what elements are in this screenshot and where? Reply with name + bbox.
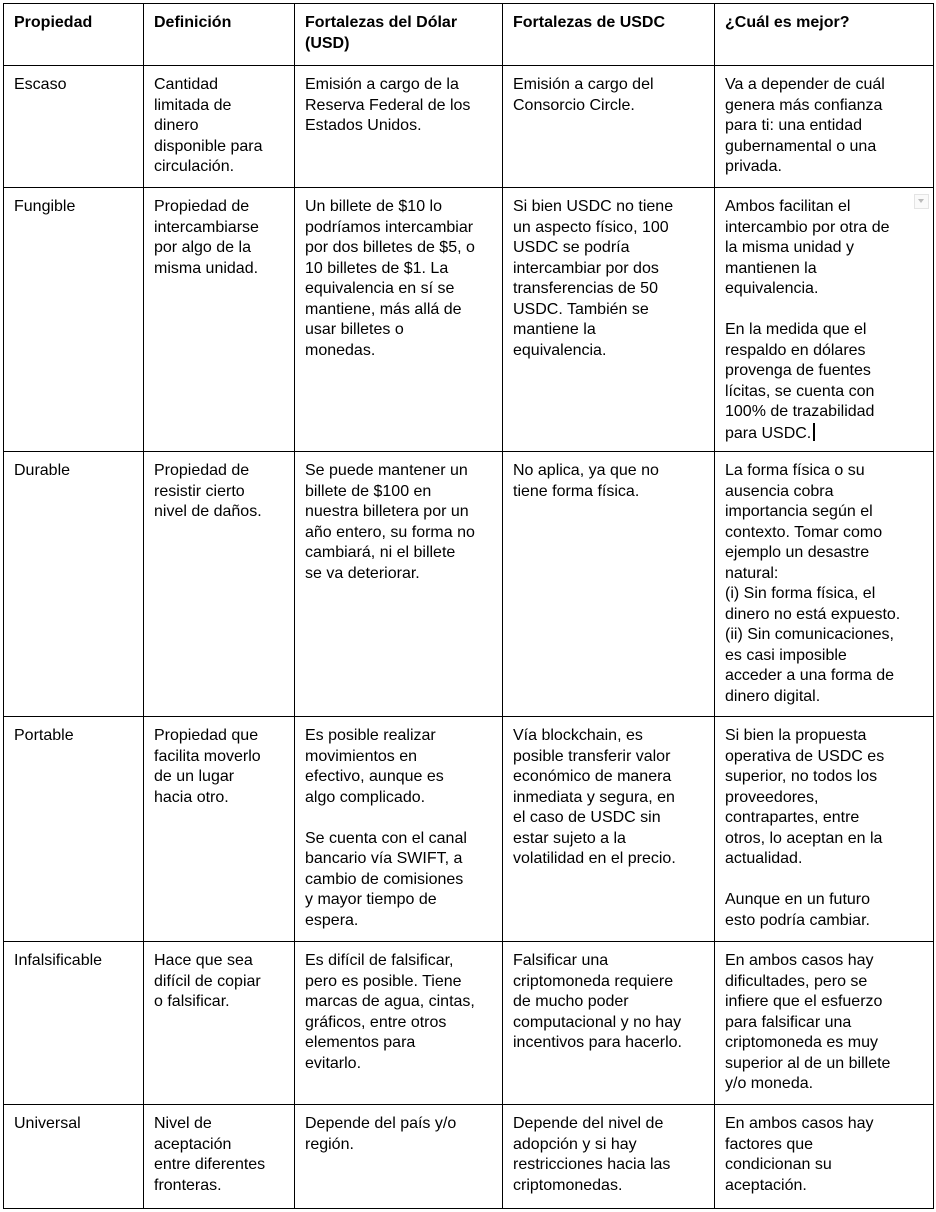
table-row: [4, 1105, 934, 1209]
table-cell[interactable]: Universal: [4, 1105, 144, 1209]
table-cell-active[interactable]: [715, 188, 934, 452]
table-row: [4, 452, 934, 717]
table-row: [4, 942, 934, 1105]
table-cell[interactable]: Fungible: [4, 188, 144, 452]
cell-text[interactable]: Ambos facilitan el intercambio por otra de la misma unidad y mantienen la equivalencia. En la medida que el respaldo en dólares provenga de fuentes lícitas, se cuenta con 100% de trazabilidad para USDC.: [725, 198, 890, 442]
header-cell[interactable]: ¿Cuál es mejor?: [715, 4, 934, 66]
table-cell[interactable]: Va a depender de cuál genera más confianza para ti: una entidad gubernamental o una privada.: [715, 66, 934, 188]
table-cell[interactable]: La forma física o su ausencia cobra importancia según el contexto. Tomar como ejemplo un desastre natural: (i) Sin forma física, el dinero no está expuesto. (ii) Sin comunicaciones, es casi imposible acceder a una forma de dinero digital.: [715, 452, 934, 717]
table-cell[interactable]: Emisión a cargo de la Reserva Federal de los Estados Unidos.: [295, 66, 503, 188]
table-cell[interactable]: Es difícil de falsificar, pero es posible. Tiene marcas de agua, cintas, gráficos, entre otros elementos para evitarlo.: [295, 942, 503, 1105]
header-cell[interactable]: Fortalezas del Dólar (USD): [295, 4, 503, 66]
table-cell[interactable]: Escaso: [4, 66, 144, 188]
table-cell[interactable]: Si bien la propuesta operativa de USDC es superior, no todos los proveedores, contrapartes, entre otros, lo aceptan en la actualidad. Aunque en un futuro esto podría cambiar.: [715, 717, 934, 942]
table-cell[interactable]: En ambos casos hay dificultades, pero se infiere que el esfuerzo para falsificar una criptomoneda es muy superior al de un billete y/o moneda.: [715, 942, 934, 1105]
table-cell[interactable]: Cantidad limitada de dinero disponible para circulación.: [144, 66, 295, 188]
table-row: [4, 66, 934, 188]
comparison-table: [3, 3, 934, 1209]
table-row: [4, 717, 934, 942]
table-cell[interactable]: Nivel de aceptación entre diferentes fronteras.: [144, 1105, 295, 1209]
table-cell[interactable]: Hace que sea difícil de copiar o falsificar.: [144, 942, 295, 1105]
table-cell[interactable]: Propiedad que facilita moverlo de un lugar hacia otro.: [144, 717, 295, 942]
table-cell[interactable]: Emisión a cargo del Consorcio Circle.: [503, 66, 715, 188]
table-cell[interactable]: Propiedad de intercambiarse por algo de la misma unidad.: [144, 188, 295, 452]
table-cell[interactable]: Vía blockchain, es posible transferir valor económico de manera inmediata y segura, en el caso de USDC sin estar sujeto a la volatilidad en el precio.: [503, 717, 715, 942]
table-cell[interactable]: Falsificar una criptomoneda requiere de mucho poder computacional y no hay incentivos para hacerlo.: [503, 942, 715, 1105]
table-cell[interactable]: Infalsificable: [4, 942, 144, 1105]
table-cell[interactable]: Propiedad de resistir cierto nivel de daños.: [144, 452, 295, 717]
table-header-row: [4, 4, 934, 66]
table-cell[interactable]: Depende del nivel de adopción y si hay restricciones hacia las criptomonedas.: [503, 1105, 715, 1209]
table-cell[interactable]: No aplica, ya que no tiene forma física.: [503, 452, 715, 717]
table-cell[interactable]: Un billete de $10 lo podríamos intercambiar por dos billetes de $5, o 10 billetes de $1. La equivalencia en sí se mantiene, más allá de usar billetes o monedas.: [295, 188, 503, 452]
table-cell[interactable]: Durable: [4, 452, 144, 717]
table-cell[interactable]: Portable: [4, 717, 144, 942]
table-cell[interactable]: Es posible realizar movimientos en efectivo, aunque es algo complicado. Se cuenta con el canal bancario vía SWIFT, a cambio de comisiones y mayor tiempo de espera.: [295, 717, 503, 942]
table-cell[interactable]: Se puede mantener un billete de $100 en nuestra billetera por un año entero, su forma no cambiará, ni el billete se va deteriorar.: [295, 452, 503, 717]
table-cell[interactable]: En ambos casos hay factores que condicionan su aceptación.: [715, 1105, 934, 1209]
header-cell[interactable]: Fortalezas de USDC: [503, 4, 715, 66]
text-cursor: [813, 423, 815, 441]
table-cell[interactable]: Depende del país y/o región.: [295, 1105, 503, 1209]
header-cell[interactable]: Propiedad: [4, 4, 144, 66]
table-row: [4, 188, 934, 452]
dropdown-arrow-icon[interactable]: [914, 194, 929, 209]
table-cell[interactable]: Si bien USDC no tiene un aspecto físico, 100 USDC se podría intercambiar por dos transferencias de 50 USDC. También se mantiene la equivalencia.: [503, 188, 715, 452]
header-cell[interactable]: Definición: [144, 4, 295, 66]
